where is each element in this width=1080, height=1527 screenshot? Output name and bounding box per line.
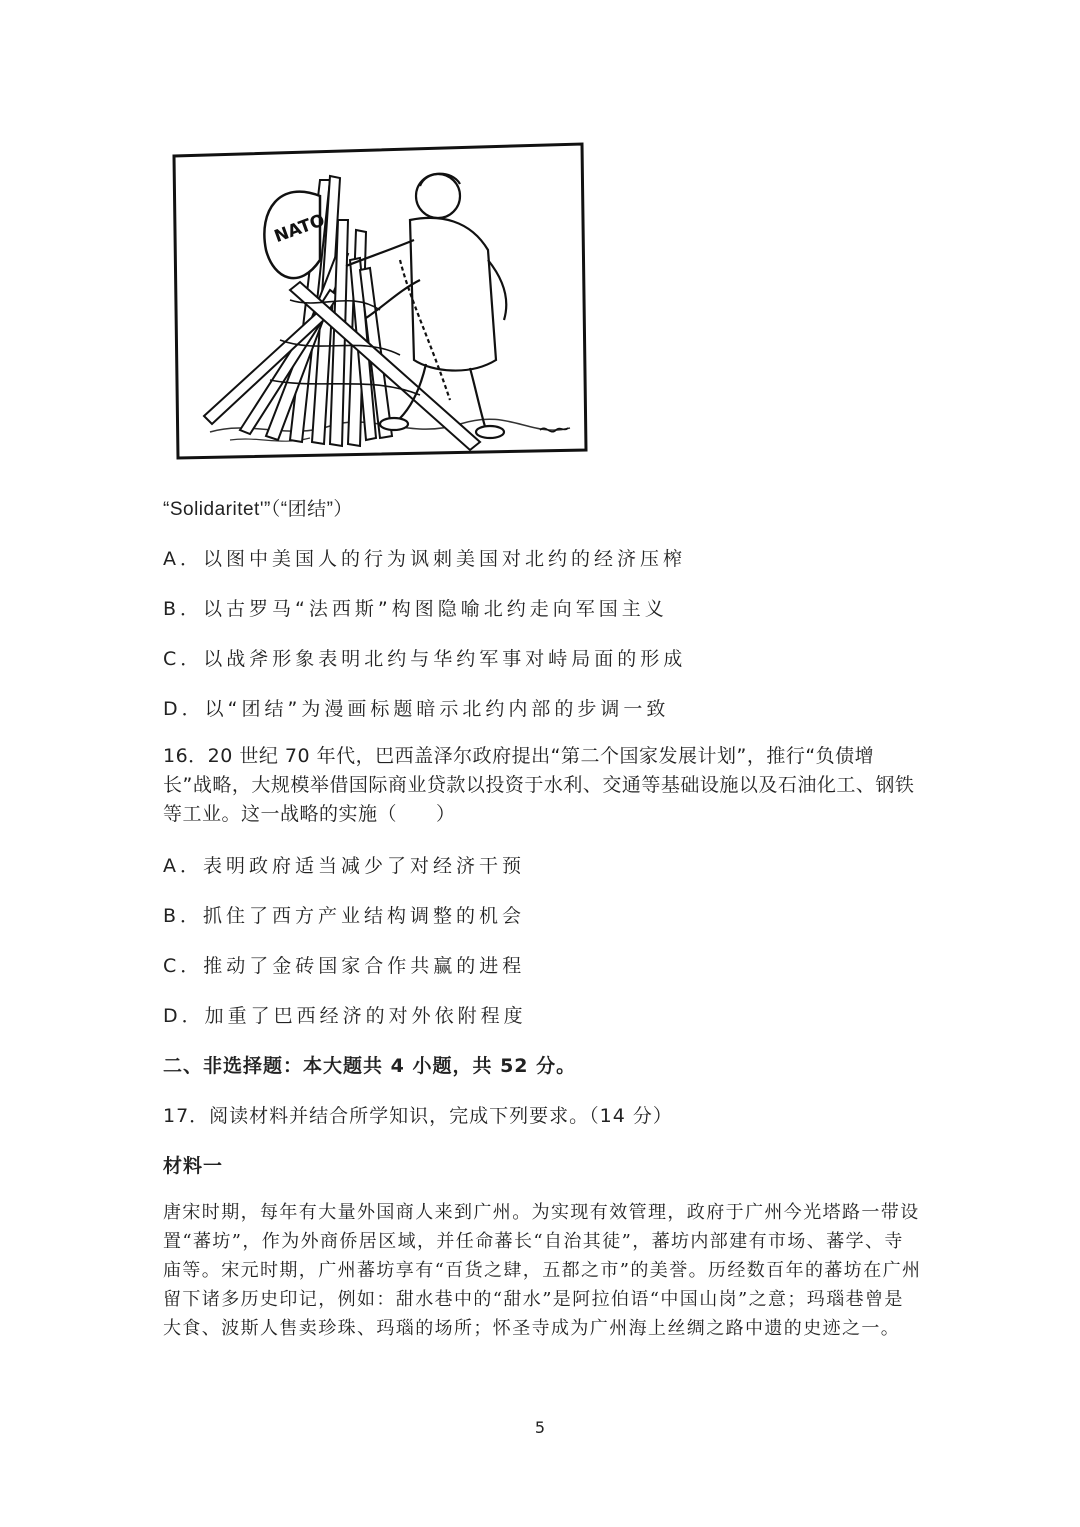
q15-option-b: B．以古罗马“法西斯”构图隐喻北约走向军国主义 bbox=[163, 598, 668, 620]
nato-cartoon bbox=[170, 140, 590, 462]
q15-option-c: C．以战斧形象表明北约与华约军事对峙局面的形成 bbox=[163, 648, 687, 670]
cartoon-caption: “Solidaritet'”（“团结”） bbox=[163, 499, 353, 520]
q15-option-a: A．以图中美国人的行为讽刺美国对北约的经济压榨 bbox=[163, 548, 686, 570]
axe-label: NATO bbox=[271, 210, 328, 248]
page-number: 5 bbox=[534, 1418, 546, 1437]
material-text: 唐宋时期，每年有大量外国商人来到广州。为实现有效管理，政府于广州今光塔路一带设置“蕃坊”，作为外商侨居区域，并任命蕃长“自治其徒”，蕃坊内部建有市场、蕃学、寺庙等。宋元时期，广州蕃坊享有“百货之肆，五都之市”的美誉。历经数百年的蕃坊在广州留下诸多历史印记，例如：甜水巷中的“甜水”是阿拉伯语“中国山岗”之意；玛瑙巷曾是大食、波斯人售卖珍珠、玛瑙的场所；怀圣寺成为广州海上丝绸之路中遗的史迹之一。 bbox=[163, 1202, 922, 1339]
q17-stem: 17．阅读材料并结合所学知识，完成下列要求。（14 分） bbox=[163, 1105, 673, 1127]
q16-option-c: C．推动了金砖国家合作共赢的进程 bbox=[163, 955, 526, 977]
q15-option-d: D．以“团结”为漫画标题暗示北约内部的步调一致 bbox=[163, 698, 670, 720]
q16-stem: 16．20 世纪 70 年代，巴西盖泽尔政府提出“第二个国家发展计划”，推行“负债增长”战略，大规模举借国际商业贷款以投资于水利、交通等基础设施以及石油化工、钢铁等工业。这一战略的实施（ ） bbox=[163, 745, 915, 825]
q16-option-b: B．抓住了西方产业结构调整的机会 bbox=[163, 905, 526, 927]
q16-option-a: A．表明政府适当减少了对经济干预 bbox=[163, 855, 525, 877]
material-title: 材料一 bbox=[163, 1155, 224, 1177]
q16-option-d: D．加重了巴西经济的对外依附程度 bbox=[163, 1005, 527, 1027]
section-title: 二、非选择题：本大题共 4 小题，共 52 分。 bbox=[163, 1055, 577, 1077]
cartoon-drawing bbox=[170, 140, 590, 462]
